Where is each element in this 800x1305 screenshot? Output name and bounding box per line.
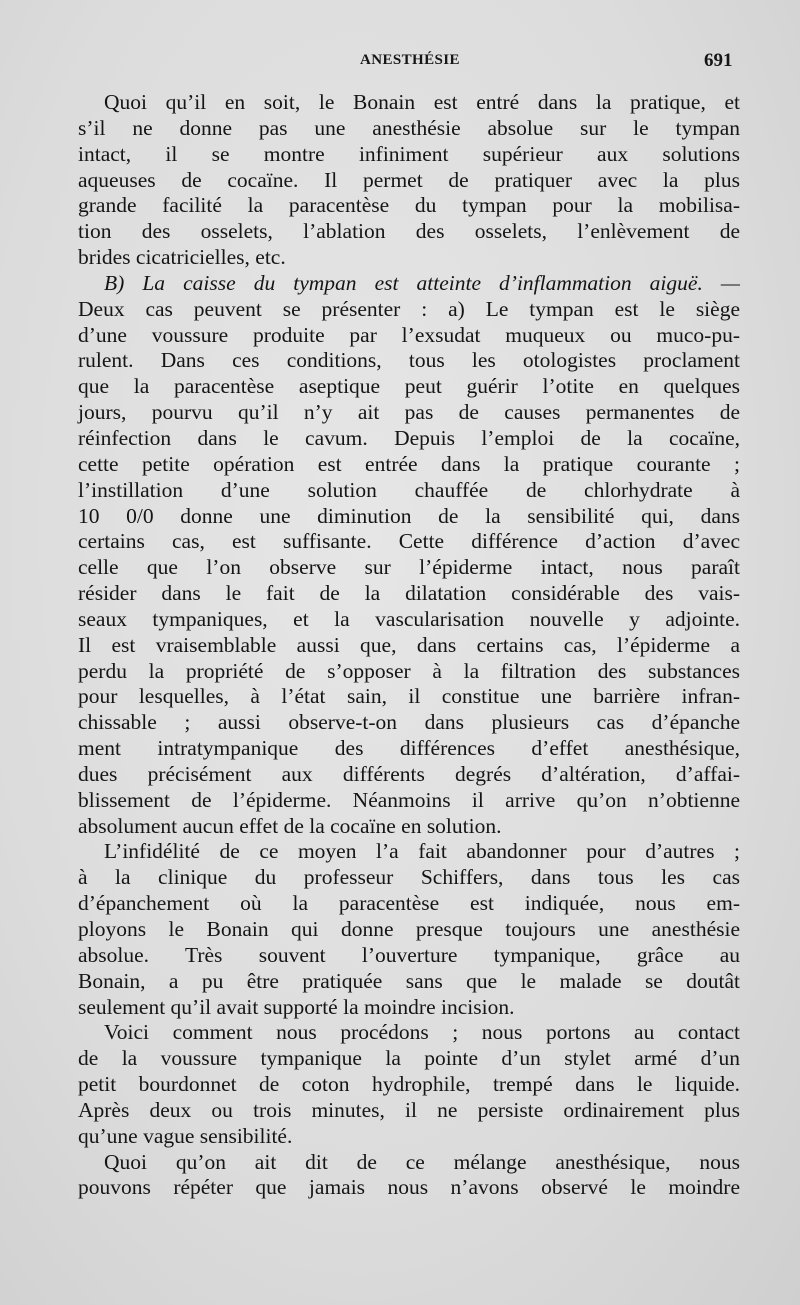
text-line: que la paracentèse aseptique peut guérir l’otite en quelques — [78, 374, 740, 399]
text-line: réinfection dans le cavum. Depuis l’emploi de la cocaïne, — [78, 425, 740, 450]
text-line: dues précisément aux différents degrés d’altération, d’affai- — [78, 761, 740, 786]
text-line: L’infidélité de ce moyen l’a fait abandonner pour d’autres ; — [104, 839, 740, 864]
text-line: brides cicatricielles, etc. — [78, 245, 286, 270]
text-line: perdu la propriété de s’opposer à la filtration des substances — [78, 658, 740, 683]
text-line: Il est vraisemblable aussi que, dans certains cas, l’épiderme a — [78, 632, 740, 657]
text-line: de la voussure tympanique la pointe d’un stylet armé d’un — [78, 1046, 740, 1071]
text-line: Voici comment nous procédons ; nous portons au contact — [104, 1020, 740, 1045]
text-line: certains cas, est suffisante. Cette différence d’action d’avec — [78, 529, 740, 554]
text-line: pour lesquelles, à l’état sain, il constitue une barrière infran- — [78, 684, 740, 709]
text-line: petit bourdonnet de coton hydrophile, trempé dans le liquide. — [78, 1072, 740, 1097]
text-line: s’il ne donne pas une anesthésie absolue sur le tympan — [78, 115, 740, 140]
text-line: intact, il se montre infiniment supérieur aux solutions — [78, 141, 740, 166]
text-line: résider dans le fait de la dilatation considérable des vais- — [78, 581, 740, 606]
text-line: aqueuses de cocaïne. Il permet de pratiquer avec la plus — [78, 167, 740, 192]
text-line: ployons le Bonain qui donne presque toujours une anesthésie — [78, 917, 740, 941]
text-line: d’une voussure produite par l’exsudat muqueux ou muco-pu- — [78, 322, 740, 347]
text-line: Bonain, a pu être pratiquée sans que le malade se doutât — [78, 968, 740, 993]
text-line: cette petite opération est entrée dans la pratique courante ; — [78, 451, 740, 476]
text-line: chissable ; aussi observe-t-on dans plusieurs cas d’épanche — [78, 710, 740, 735]
text-line: seaux tympaniques, et la vascularisation nouvelle y adjointe. — [78, 606, 740, 631]
text-line: B) La caisse du tympan est atteinte d’inflammation aiguë. — — [104, 270, 740, 295]
text-line: grande facilité la paracentèse du tympan pour la mobilisa- — [78, 193, 740, 218]
text-line: d’épanchement où la paracentèse est indiquée, nous em- — [78, 891, 740, 916]
text-line: jours, pourvu qu’il n’y ait pas de causes permanentes de — [78, 400, 740, 425]
text-line: tion des osselets, l’ablation des osselets, l’enlèvement de — [78, 219, 740, 244]
text-line: absolument aucun effet de la cocaïne en solution. — [78, 813, 502, 838]
text-line: qu’une vague sensibilité. — [78, 1123, 293, 1148]
page-header — [0, 50, 800, 74]
body-text — [78, 90, 740, 1201]
text-line: à la clinique du professeur Schiffers, dans tous les cas — [78, 865, 740, 890]
text-line: seulement qu’il avait supporté la moindre incision. — [78, 994, 515, 1019]
text-line: Après deux ou trois minutes, il ne persiste ordinairement plus — [78, 1097, 740, 1122]
text-line: Quoi qu’on ait dit de ce mélange anesthésique, nous — [104, 1149, 740, 1174]
text-line: rulent. Dans ces conditions, tous les otologistes proclament — [78, 348, 740, 373]
page-number: 691 — [704, 50, 733, 71]
text-line: l’instillation d’une solution chauffée de chlorhydrate à — [78, 477, 740, 502]
running-title: ANESTHÉSIE — [360, 52, 460, 68]
text-line: Quoi qu’il en soit, le Bonain est entré dans la pratique, et — [104, 90, 740, 114]
text-line: 10 0/0 donne une diminution de la sensibilité qui, dans — [78, 503, 740, 528]
text-line: celle que l’on observe sur l’épiderme intact, nous paraît — [78, 555, 740, 580]
text-line: ment intratympanique des différences d’effet anesthésique, — [78, 736, 740, 761]
text-line: absolue. Très souvent l’ouverture tympanique, grâce au — [78, 942, 740, 967]
text-line: Deux cas peuvent se présenter : a) Le tympan est le siège — [78, 296, 740, 321]
text-line: pouvons répéter que jamais nous n’avons observé le moindre — [78, 1175, 740, 1200]
text-line: blissement de l’épiderme. Néanmoins il arrive qu’on n’obtienne — [78, 787, 740, 812]
